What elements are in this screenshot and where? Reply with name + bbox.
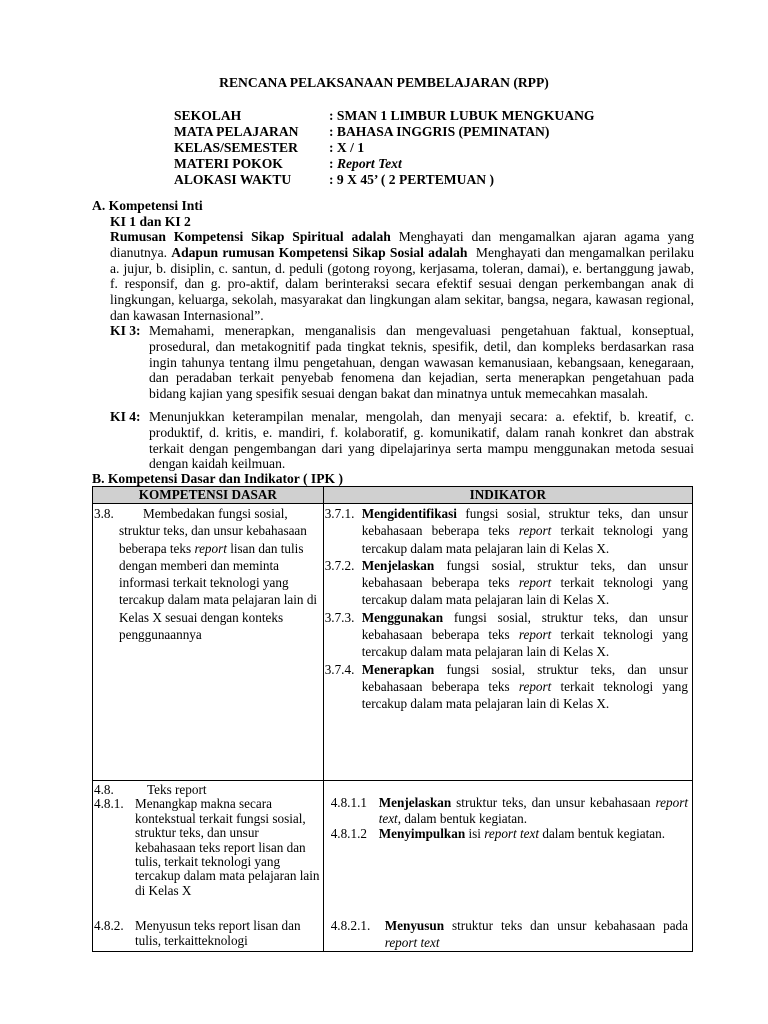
indicator-text: fungsi sosial, struktur teks, dan unsur kebahasaan beberapa teks [361, 609, 688, 643]
kd-cell [93, 504, 324, 781]
indicator-text: , dalam bentuk kegiatan. [397, 810, 528, 826]
ki12-bold-2: Adapun rumusan Kompetensi Sikap Sosial adalah [171, 244, 468, 260]
section-b-heading [92, 471, 343, 487]
section-a-heading [92, 198, 203, 214]
indicator-item [331, 826, 688, 842]
indicator-number: 4.8.1.1 [330, 795, 367, 810]
ki4-label: KI 4: [110, 409, 141, 424]
ki12-text-1: Menghayati dan mengamalkan ajaran agama yang dianutnya. [110, 229, 695, 260]
kd-number: 4.8. [94, 782, 114, 797]
indicator-text: terkait teknologi yang tercakup dalam mata pelajaran lain di Kelas X. [361, 575, 688, 608]
kd-number: 3.8. [94, 506, 114, 521]
table-header-row [93, 487, 693, 504]
kd-cell [93, 781, 324, 952]
table-header-indicator: INDIKATOR [323, 487, 692, 504]
kd-text-italic: report [194, 540, 227, 556]
indicator-verb: Menggunakan [361, 609, 444, 625]
indicator-item [331, 795, 688, 826]
indicator-text: terkait teknologi yang tercakup dalam mata pelajaran lain di Kelas X. [361, 523, 688, 556]
indicator-italic: report [518, 627, 552, 643]
indicator-text: struktur teks, dan unsur kebahasaan [451, 795, 656, 810]
indicator-item [325, 609, 688, 661]
identity-value-italic: Report Text [336, 156, 402, 171]
indicator-verb: Menyusun [384, 918, 445, 933]
indicator-verb: Menjelaskan [378, 795, 452, 810]
indicator-cell [323, 504, 692, 781]
identity-label: ALOKASI WAKTU [174, 172, 292, 187]
indicator-item [331, 917, 688, 951]
indicator-text: struktur teks dan unsur kebahasaan pada [444, 918, 688, 933]
identity-value: : BAHASA INGGRIS (PEMINATAN) [329, 124, 550, 139]
indicator-italic: report text [378, 795, 688, 826]
table-row [93, 781, 693, 952]
indicator-item [325, 505, 688, 557]
indicator-text: dalam bentuk kegiatan. [539, 826, 666, 841]
indicator-number: 3.7.3. [324, 609, 355, 625]
indicator-verb: Mengidentifikasi [361, 506, 457, 521]
ki12-heading [110, 214, 191, 230]
indicator-italic: report [518, 575, 552, 591]
identity-label: MATERI POKOK [174, 156, 283, 171]
identity-row-time [174, 172, 594, 188]
ki3-label: KI 3: [110, 323, 141, 338]
indicator-item [325, 557, 688, 609]
ki12-title: KI 1 dan KI 2 [110, 214, 191, 229]
kd-text-continued [94, 522, 320, 643]
indicator-text: fungsi sosial, struktur teks, dan unsur kebahasaan beberapa teks [361, 506, 688, 539]
identity-row-school [174, 108, 594, 124]
indicator-number: 4.8.2.1. [330, 918, 371, 933]
ki3-item [110, 323, 694, 402]
kd-4-8-1 [94, 797, 320, 919]
identity-label: KELAS/SEMESTER [174, 140, 298, 155]
indicator-text: fungsi sosial, struktur teks, dan unsur kebahasaan beberapa teks [361, 557, 688, 591]
identity-block [174, 108, 594, 188]
indicator-number: 3.7.2. [324, 557, 355, 573]
identity-value: : X / 1 [329, 140, 365, 155]
ki12-bold-1: Rumusan Kompetensi Sikap Spiritual adalah [110, 229, 391, 244]
ki12-text-2: Menghayati dan mengamalkan perilaku a. jujur, b. disiplin, c. santun, d. peduli (gotong royong, kerjasama, toleran, damai), e. bertanggung jawab, f. responsif, dan g. pro-aktif, dalam berinteraksi secara efektif sesuai dengan perkembangan anak di lingkungan, keluarga, sekolah, masyarakat dan lingkungan alam sekitar, bangsa, negara, kawasan regional, dan kawasan Internasional”. [110, 244, 698, 323]
kd-text-first: Membedakan fungsi sosial, [143, 506, 288, 521]
identity-value: : 9 X 45’ ( 2 PERTEMUAN ) [329, 172, 495, 187]
ki4-item [110, 409, 694, 472]
kd-text: Menangkap makna secara kontekstual terkait fungsi sosial, struktur teks, dan unsur kebahasaan teks report lisan dan tulis, terkait teknologi yang tercakup dalam mata pelajaran lain di Kelas X [135, 796, 320, 898]
indicator-verb: Menyimpulkan [378, 826, 466, 841]
table-row [93, 504, 693, 781]
identity-label: SEKOLAH [174, 108, 242, 123]
indicator-italic: report text [384, 935, 440, 950]
indicator-italic: report [518, 678, 552, 694]
kd-number: 4.8.1. [94, 796, 124, 812]
ki3-text: Memahami, menerapkan, menganalisis dan mengevaluasi pengetahuan faktual, konseptual, prosedural, dan metakognitif pada tingkat teknis, spesifik, detil, dan kompleks berdasarkan rasa ingin tahunya tentang ilmu pengetahuan, dengan wawasan kemanusiaan, kebangsaan, kenegaraan, dan peradaban terkait penyebab fenomena dan kejadian, serta menerapkan pengetahuan pada bidang kajian yang spesifik sesuai dengan bakat dan minatnya untuk memecahkan masalah. [149, 323, 694, 402]
indicator-italic: report text [484, 826, 540, 841]
kd-text: Teks report [147, 782, 207, 797]
indicator-cell [323, 781, 692, 952]
indicator-number: 3.7.1. [324, 506, 355, 521]
kd-4-8 [94, 783, 320, 797]
indicator-number: 4.8.1.2 [330, 826, 367, 841]
kd-text-rest: struktur teks, dan unsur kebahasaan beberapa teks [119, 523, 307, 556]
kd-3-8 [94, 505, 320, 522]
kd-text-2: lisan dan tulis dengan memberi dan meminta informasi terkait teknologi yang tercakup dalam mata pelajaran lain di Kelas X sesuai dengan konteks penggunaannya [119, 540, 318, 643]
identity-row-class [174, 140, 594, 156]
identity-label: MATA PELAJARAN [174, 124, 299, 139]
ki12-paragraph [110, 229, 698, 324]
table-header-kd: KOMPETENSI DASAR [93, 487, 324, 504]
kd-4-8-2 [94, 919, 320, 948]
section-b-title: B. Kompetensi Dasar dan Indikator ( IPK ) [92, 471, 344, 486]
identity-row-subject [174, 124, 594, 140]
kd-text: Menyusun teks report lisan dan tulis, terkaitteknologi [135, 918, 301, 948]
indicator-number: 3.7.4. [324, 661, 355, 677]
indicator-verb: Menjelaskan [361, 557, 435, 573]
identity-row-topic [174, 156, 594, 172]
identity-value: : [329, 156, 337, 171]
indicator-text: terkait teknologi yang tercakup dalam mata pelajaran lain di Kelas X. [361, 627, 688, 660]
section-a-title: A. Kompetensi Inti [92, 198, 203, 213]
indicator-text: fungsi sosial, struktur teks, dan unsur kebahasaan beberapa teks [361, 661, 688, 694]
identity-value: : SMAN 1 LIMBUR LUBUK MENGKUANG [329, 108, 595, 123]
document-title: RENCANA PELAKSANAAN PEMBELAJARAN (RPP) [219, 75, 549, 90]
kd-number: 4.8.2. [94, 918, 124, 934]
indicator-verb: Menerapkan [361, 661, 435, 677]
indicator-item [325, 661, 688, 713]
indicator-text: terkait teknologi yang tercakup dalam mata pelajaran lain di Kelas X. [361, 678, 688, 712]
ki4-text: Menunjukkan keterampilan menalar, mengolah, dan menyaji secara: a. efektif, b. kreatif, c. produktif, d. kritis, e. mandiri, f. kolaboratif, g. komunikatif, dalam ranah konkret dan abstrak terkait dengan pengembangan dari yang dipelajarinya serta mampu menggunakan metoda sesuai dengan kaidah keilmuan. [149, 409, 694, 472]
indicator-italic: report [518, 523, 552, 539]
indicator-text: isi [465, 826, 485, 841]
kd-indicator-table [92, 486, 693, 952]
